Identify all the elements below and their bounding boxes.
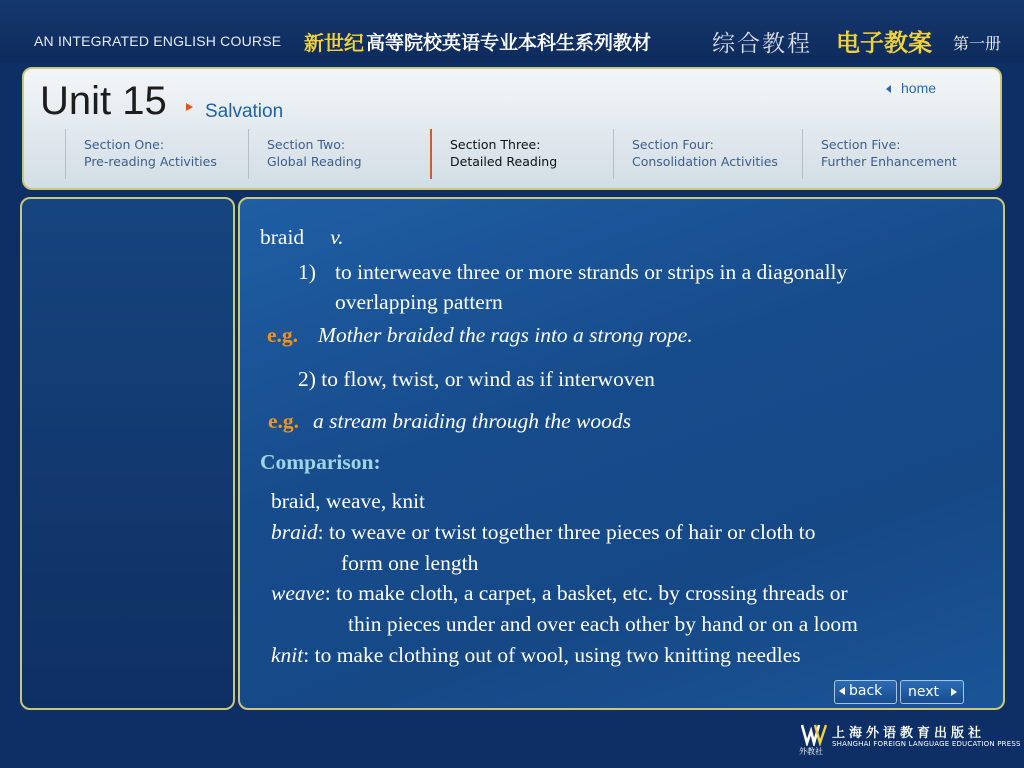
braid-def: : to weave or twist together three pieces of hair or cloth to: [317, 520, 816, 544]
next-label: next: [908, 684, 940, 700]
unit-subtitle: Salvation: [205, 101, 284, 122]
publisher-name-cn: 上海外语教育出版社: [832, 726, 986, 741]
braid-definition-cont: form one length: [341, 551, 479, 575]
unit-title: Unit 15: [40, 79, 167, 123]
publisher-short-name: 外教社: [799, 747, 823, 756]
tab-subtitle: Consolidation Activities: [632, 154, 778, 169]
tab-subtitle: Detailed Reading: [450, 154, 558, 169]
back-button[interactable]: [834, 680, 897, 704]
series-title: 高等院校英语专业本科生系列教材: [366, 32, 652, 54]
braid-definition: [271, 520, 816, 545]
volume-label: 第一册: [953, 34, 1002, 53]
arrow-left-icon: [839, 687, 845, 695]
publisher-logo-icon: [801, 722, 827, 746]
home-label: home: [901, 80, 937, 96]
tab-title: Section Four:: [632, 137, 714, 152]
tab-title: Section Two:: [267, 137, 346, 152]
back-label: back: [849, 683, 883, 699]
headword-line: [260, 225, 344, 250]
term-weave: weave: [271, 581, 325, 605]
sense-1-number: 1): [298, 260, 316, 284]
example-1: [267, 323, 693, 348]
arrow-right-icon: [186, 103, 193, 111]
comparison-heading: Comparison:: [260, 450, 381, 474]
next-button[interactable]: [900, 680, 964, 704]
tab-title: Section Three:: [450, 137, 541, 152]
part-of-speech: v.: [330, 225, 344, 249]
tab-section-one[interactable]: [65, 129, 247, 179]
course-title: AN INTEGRATED ENGLISH COURSE: [34, 33, 282, 49]
tab-section-two[interactable]: [248, 129, 430, 179]
weave-definition-cont: thin pieces under and over each other by hand or on a loom: [348, 612, 858, 636]
sense-1-definition: to interweave three or more strands or strips in a diagonally: [335, 260, 848, 284]
content-panel: [238, 197, 1005, 710]
side-panel: [20, 197, 235, 710]
tab-subtitle: Pre-reading Activities: [84, 154, 217, 169]
eg-label: e.g.: [268, 409, 300, 433]
tab-title: Section Five:: [821, 137, 901, 152]
home-link[interactable]: [886, 80, 936, 96]
publisher-name-en: SHANGHAI FOREIGN LANGUAGE EDUCATION PRESS: [832, 740, 1021, 748]
top-banner: [0, 0, 1024, 62]
tab-section-five[interactable]: [802, 129, 994, 179]
example-sentence: a stream braiding through the woods: [313, 409, 631, 433]
example-sentence: Mother braided the rags into a strong rope.: [318, 323, 693, 347]
unit-header-panel: [22, 67, 1002, 190]
tab-title: Section One:: [84, 137, 165, 152]
tab-section-four[interactable]: [613, 129, 801, 179]
term-knit: knit: [271, 643, 304, 667]
arrow-right-icon: [951, 688, 957, 696]
tab-section-three[interactable]: [430, 129, 612, 179]
example-2: [268, 409, 631, 434]
sense-2-definition: 2) to flow, twist, or wind as if interwoven: [298, 367, 655, 391]
arrow-left-icon: [886, 85, 891, 93]
tab-subtitle: Further Enhancement: [821, 154, 957, 169]
knit-def: : to make clothing out of wool, using two knitting needles: [303, 643, 801, 667]
comprehensive-course-label: 综合教程: [712, 31, 812, 57]
knit-definition: [271, 643, 801, 668]
compare-words: braid, weave, knit: [271, 489, 426, 513]
eg-label: e.g.: [267, 323, 299, 347]
tab-subtitle: Global Reading: [267, 154, 362, 169]
e-lesson-plan-label: 电子教案: [836, 29, 932, 57]
weave-definition: [271, 581, 848, 606]
term-braid: braid: [271, 520, 318, 544]
headword: braid: [260, 225, 305, 249]
series-title-prefix: 新世纪: [304, 31, 364, 55]
section-tabs: [24, 129, 1000, 181]
sense-1-definition-cont: overlapping pattern: [335, 290, 503, 314]
weave-def: : to make cloth, a carpet, a basket, etc. by crossing threads or: [324, 581, 848, 605]
